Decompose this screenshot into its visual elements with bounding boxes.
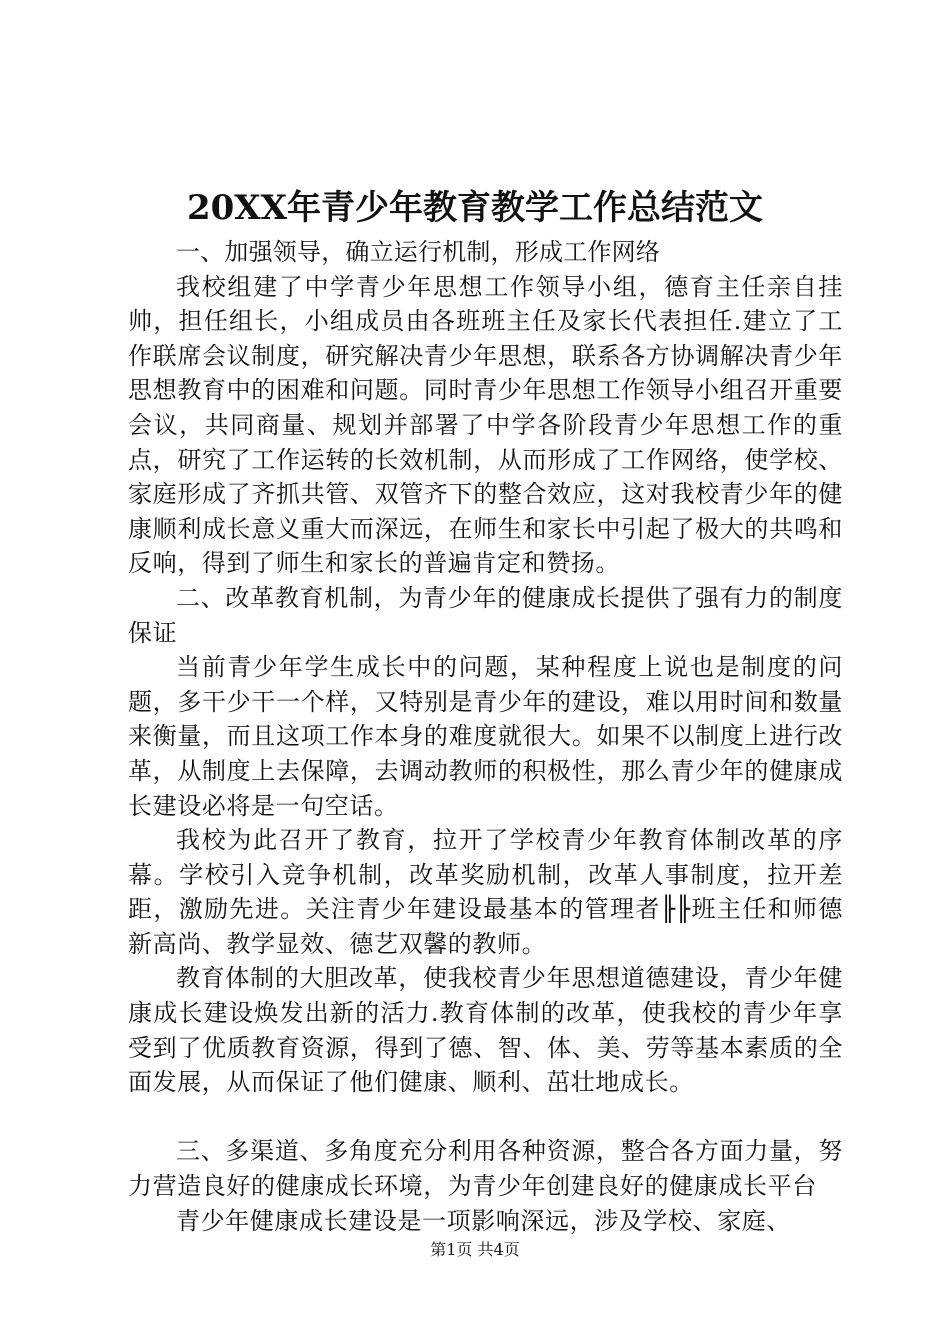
document-body <box>128 235 843 1238</box>
paragraph-5: 青少年健康成长建设是一项影响深远，涉及学校、家庭、 <box>176 1206 791 1235</box>
section-heading-2: 二、改革教育机制，为青少年的健康成长提供了强有力的制度保证 <box>128 583 843 647</box>
blank-line <box>128 1100 843 1135</box>
document-title: 20XX年青少年教育教学工作总结范文 <box>186 188 764 228</box>
page-footer: 第1页 共4页 <box>430 1240 520 1259</box>
paragraph-4: 教育体制的大胆改革，使我校青少年思想道德建设，青少年健康成长建设焕发出新的活力.教育体制的改革，使我校的青少年享受到了优质教育资源，得到了德、智、体、美、劳等基本素质的全面发展，从而保证了他们健康、顺利、茁壮地成长。 <box>128 964 843 1097</box>
paragraph-3: 我校为此召开了教育，拉开了学校青少年教育体制改革的序幕。学校引入竞争机制，改革奖励机制，改革人事制度，拉开差距，激励先进。关注青少年建设最基本的管理者╟╟班主任和师德新高尚、教学显效、德艺双馨的教师。 <box>128 826 843 958</box>
section-heading-1: 一、加强领导，确立运行机制，形成工作网络 <box>176 238 660 266</box>
paragraph-2: 当前青少年学生成长中的问题，某种程度上说也是制度的问题，多干少干一个样，又特别是青少年的建设，难以用时间和数量来衡量，而且这项工作本身的难度就很大。如果不以制度上进行改革，从制度上去保障，去调动教师的积极性，那么青少年的健康成长建设必将是一句空话。 <box>128 653 843 820</box>
paragraph-1: 我校组建了中学青少年思想工作领导小组，德育主任亲自挂帅，担任组长，小组成员由各班班主任及家长代表担任.建立了工作联席会议制度，研究解决青少年思想，联系各方协调解决青少年思想教育中的困难和问题。同时青少年思想工作领导小组召开重要会议，共同商量、规划并部署了中学各阶段青少年思想工作的重点，研究了工作运转的长效机制，从而形成了工作网络，使学校、家庭形成了齐抓共管、双管齐下的整合效应，这对我校青少年的健康顺利成长意义重大而深远，在师生和家长中引起了极大的共鸣和反响，得到了师生和家长的普遍肯定和赞扬。 <box>128 272 843 578</box>
section-heading-3: 三、多渠道、多角度充分利用各种资源，整合各方面力量，努力营造良好的健康成长环境，为青少年创建良好的健康成长平台 <box>128 1137 843 1201</box>
